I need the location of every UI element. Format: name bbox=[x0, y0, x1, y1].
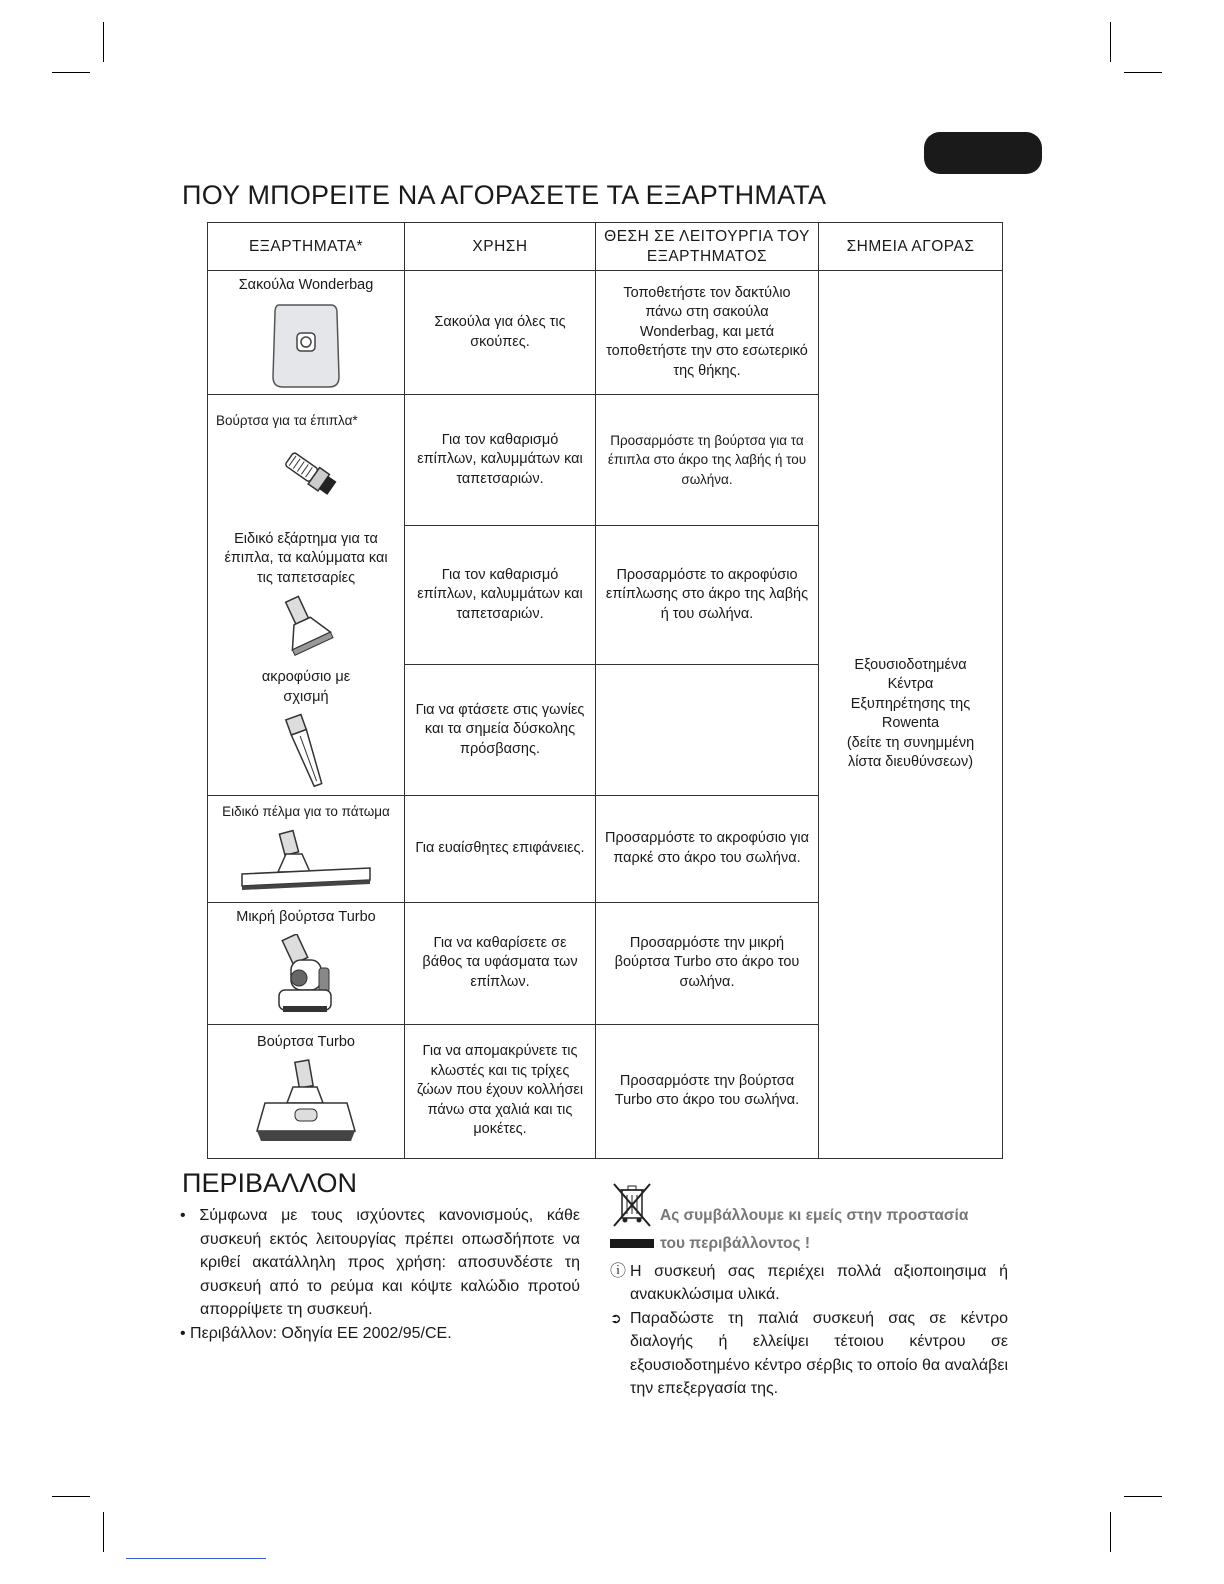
recycling-slogan: του περιβάλλοντος ! bbox=[660, 1235, 811, 1252]
crop-mark bbox=[103, 22, 104, 62]
table-header-row bbox=[208, 223, 1003, 271]
column-header: ΧΡΗΣΗ bbox=[405, 223, 596, 271]
use-cell: Για τον καθαρισμό επίπλων, καλυμμάτων και ταπετσαριών. bbox=[405, 395, 596, 526]
upholstery-nozzle-icon bbox=[276, 594, 336, 660]
crop-mark bbox=[1110, 1512, 1111, 1552]
position-cell: Τοποθετήστε τον δακτύλιο πάνω στη σακούλα Wonderbag, και μετά τοποθετήστε την στο εσωτερικό της θήκης. bbox=[596, 271, 819, 395]
crop-mark bbox=[103, 1512, 104, 1552]
table-row bbox=[208, 271, 1003, 395]
crop-mark bbox=[52, 1496, 90, 1497]
environment-bullets bbox=[180, 1204, 580, 1345]
position-cell bbox=[596, 664, 819, 796]
turbo-brush-icon bbox=[251, 1059, 361, 1149]
item-label: Μικρή βούρτσα Turbo bbox=[236, 909, 376, 926]
bullet-item: • Περιβάλλον: Οδηγία ΕΕ 2002/95/CE. bbox=[180, 1324, 452, 1342]
item-cell bbox=[208, 271, 405, 395]
mini-turbo-brush-icon bbox=[261, 934, 351, 1018]
info-circle-icon: ⓘ bbox=[610, 1262, 627, 1280]
position-cell: Προσαρμόστε την βούρτσα Turbo στο άκρο του σωλήνα. bbox=[596, 1024, 819, 1158]
use-cell: Για ευαίσθητες επιφάνειες. bbox=[405, 796, 596, 903]
use-cell: Για τον καθαρισμό επίπλων, καλυμμάτων και ταπετσαριών. bbox=[405, 526, 596, 665]
item-label: ακροφύσιο με σχισμή bbox=[261, 669, 351, 705]
arrow-text: Παραδώστε τη παλιά συσκευή σας σε κέντρο διαλογής ή ελλείψει τέτοιου κέντρου σε εξουσιοδοτημένο κέντρο σέρβις το οποίο θα αναλάβει την επεξεργασία της. bbox=[630, 1309, 1008, 1397]
bottom-rule bbox=[126, 1558, 266, 1559]
position-cell: Προσαρμόστε τη βούρτσα για τα έπιπλα στο άκρο της λαβής ή του σωλήνα. bbox=[596, 395, 819, 526]
environment-title: ΠΕΡΙΒΑΛΛΟΝ bbox=[182, 1168, 358, 1198]
item-cell bbox=[208, 902, 405, 1024]
column-header: ΕΞΑΡΤΗΜΑΤΑ* bbox=[208, 223, 405, 271]
use-cell: Σακούλα για όλες τις σκούπες. bbox=[405, 271, 596, 395]
item-label: Βούρτσα για τα έπιπλα* bbox=[216, 412, 358, 428]
language-tab bbox=[924, 132, 1042, 174]
parquet-nozzle-icon bbox=[236, 828, 376, 898]
use-cell: Για να φτάσετε στις γωνίες και τα σημεία δύσκολης πρόσβασης. bbox=[405, 664, 596, 796]
purchase-line: Κέντρα bbox=[887, 676, 934, 693]
item-cell bbox=[208, 664, 405, 796]
bag-icon bbox=[271, 301, 341, 389]
crop-mark bbox=[1124, 72, 1162, 73]
use-cell: Για να απομακρύνετε τις κλωστές και τις τρίχες ζώων που έχουν κολλήσει πάνω στα χαλιά και τις μοκέτες. bbox=[405, 1024, 596, 1158]
recycling-slogan: Ας συμβάλλουμε κι εμείς στην προστασία bbox=[660, 1207, 969, 1224]
purchase-line: Rowenta bbox=[881, 715, 940, 732]
item-cell bbox=[208, 526, 405, 665]
item-cell bbox=[208, 796, 405, 903]
item-label: Βούρτσα Turbo bbox=[257, 1034, 355, 1051]
item-cell bbox=[208, 1024, 405, 1158]
bullet-text: Περιβάλλον: Οδηγία ΕΕ 2002/95/CE. bbox=[190, 1324, 452, 1342]
accessories-table bbox=[207, 222, 1003, 1159]
info-text: Η συσκευή σας περιέχει πολλά αξιοποιησιμα ή ανακυκλώσιμα υλικά. bbox=[630, 1262, 1008, 1303]
bullet-text: Σύμφωνα με τους ισχύοντες κανονισμούς, κάθε συσκευή εκτός λειτουργίας πρέπει οπωσδήποτε να κριθεί ακατάλληλη προς χρήση: αποσυνδέστε τη συσκευή από το ρεύμα και κόψτε καλώδιο προτού απορρίψετε τη συσκευή. bbox=[199, 1207, 581, 1318]
use-cell: Για να καθαρίσετε σε βάθος τα υφάσματα των επίπλων. bbox=[405, 902, 596, 1024]
position-cell: Προσαρμόστε το ακροφύσιο επίπλωσης στο άκρο της λαβής ή του σωλήνα. bbox=[596, 526, 819, 665]
purchase-line: Εξυπηρέτησης της bbox=[850, 695, 971, 712]
purchase-line: λίστα διευθύνσεων) bbox=[847, 754, 974, 771]
crossed-bin-icon bbox=[610, 1180, 654, 1232]
crop-mark bbox=[1124, 1496, 1162, 1497]
column-header: ΣΗΜΕΙΑ ΑΓΟΡΑΣ bbox=[819, 223, 1003, 271]
purchase-line: Εξουσιοδοτημένα bbox=[854, 656, 967, 673]
item-label: Ειδικό πέλμα για το πάτωμα bbox=[222, 804, 390, 819]
column-header: ΘΕΣΗ ΣΕ ΛΕΙΤΟΥΡΓΙΑ ΤΟΥ ΕΞΑΡΤΗΜΑΤΟΣ bbox=[596, 223, 819, 271]
item-label: Ειδικό εξάρτημα για τα έπιπλα, τα καλύμματα και τις ταπετσαρίες bbox=[224, 530, 388, 586]
slogan-bar bbox=[610, 1239, 654, 1248]
recycling-notice bbox=[610, 1180, 1008, 1401]
purchase-line: (δείτε τη συνημμένη bbox=[846, 734, 975, 751]
crop-mark bbox=[1110, 22, 1111, 62]
page-title: ΠΟΥ ΜΠΟΡΕΙΤΕ ΝΑ ΑΓΟΡΑΣΕΤΕ ΤΑ ΕΞΑΡΤΗΜΑΤΑ bbox=[182, 180, 827, 210]
furniture-brush-icon bbox=[266, 450, 346, 510]
item-cell bbox=[208, 395, 405, 526]
item-label: Σακούλα Wonderbag bbox=[238, 276, 374, 293]
crop-mark bbox=[52, 72, 90, 73]
arrow-circle-icon: ➲ bbox=[610, 1309, 622, 1326]
crevice-tool-icon bbox=[284, 713, 328, 791]
position-cell: Προσαρμόστε την μικρή βούρτσα Turbo στο άκρο του σωλήνα. bbox=[596, 902, 819, 1024]
purchase-points-cell bbox=[819, 271, 1003, 1159]
position-cell: Προσαρμόστε το ακροφύσιο για παρκέ στο άκρο του σωλήνα. bbox=[596, 796, 819, 903]
bullet-item: • Σύμφωνα με τους ισχύοντες κανονισμούς, κάθε συσκευή εκτός λειτουργίας πρέπει οπωσδήποτε να κριθεί ακατάλληλη προς χρήση: αποσυνδέστε τη συσκευή από το ρεύμα και κόψτε καλώδιο προτού απορρίψετε τη συσκευή. bbox=[180, 1207, 581, 1318]
